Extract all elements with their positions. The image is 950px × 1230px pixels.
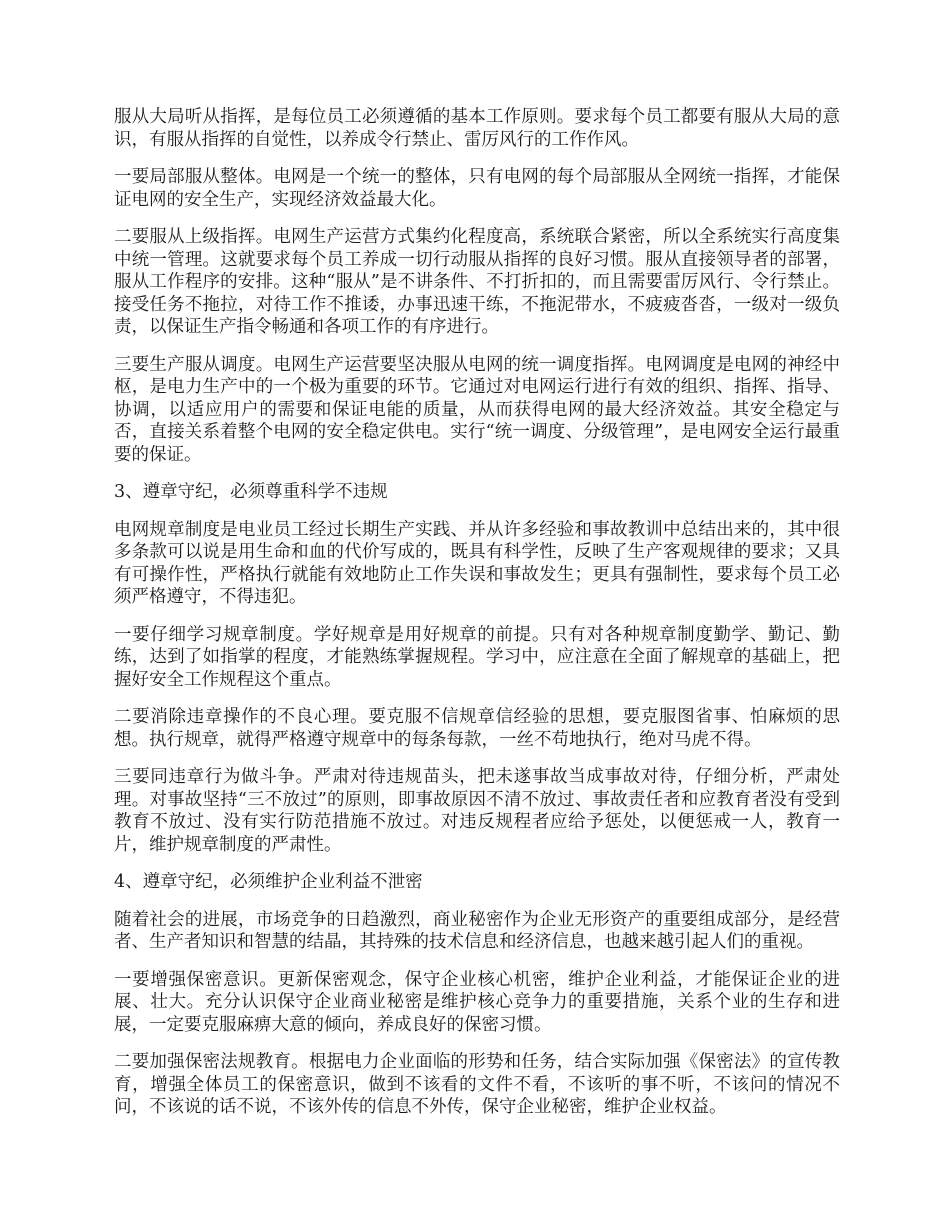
- paragraph: 电网规章制度是电业员工经过长期生产实践、并从许多经验和事故教训中总结出来的，其中很多条款可以说是用生命和血的代价写成的，既具有科学性，反映了生产客观规律的要求；又具有可操作性，严格执行就能有效地防止工作失误和事故发生；更具有强制性，要求每个员工必须严格遵守，不得违犯。: [114, 519, 840, 607]
- section-heading: 3、遵章守纪，必须尊重科学不违规: [114, 482, 388, 502]
- section-heading: 4、遵章守纪，必须维护企业利益不泄密: [114, 872, 423, 892]
- paragraph: 服从大局听从指挥，是每位员工必须遵循的基本工作原则。要求每个员工都要有服从大局的意识，有服从指挥的自觉性，以养成令行禁止、雷厉风行的工作作风。: [114, 107, 840, 150]
- paragraph: 一要仔细学习规章制度。学好规章是用好规章的前提。只有对各种规章制度勤学、勤记、勤练，达到了如指掌的程度，才能熟练掌握规程。学习中，应注意在全面了解规章的基础上，把握好安全工作规程这个重点。: [114, 624, 840, 690]
- paragraph: 随着社会的进展，市场竞争的日趋激烈，商业秘密作为企业无形资产的重要组成部分，是经营者、生产者知识和智慧的结晶，其持殊的技术信息和经济信息，也越来越引起人们的重视。: [114, 909, 840, 952]
- paragraph: 一要增强保密意识。更新保密观念，保守企业核心机密，维护企业利益，才能保证企业的进展、壮大。充分认识保守企业商业秘密是维护核心竞争力的重要措施，关系个业的生存和进展，一定要克服麻痹大意的倾向，养成良好的保密习惯。: [114, 969, 840, 1035]
- document-page: [114, 106, 840, 1134]
- paragraph: 二要消除违章操作的不良心理。要克服不信规章信经验的思想，要克服图省事、怕麻烦的思想。执行规章，就得严格遵守规章中的每条每款，一丝不苟地执行，绝对马虎不得。: [114, 707, 840, 750]
- paragraph: 三要同违章行为做斗争。严肃对待违规苗头，把未遂事故当成事故对待，仔细分析，严肃处理。对事故坚持“三不放过”的原则，即事故原因不清不放过、事故责任者和应教育者没有受到教育不放过、没有实行防范措施不放过。对违反规程者应给予惩处，以便惩戒一人，教育一片，维护规章制度的严肃性。: [114, 767, 840, 855]
- paragraph: 三要生产服从调度。电网生产运营要坚决服从电网的统一调度指挥。电网调度是电网的神经中枢，是电力生产中的一个极为重要的环节。它通过对电网运行进行有效的组织、指挥、指导、协调，以适应用户的需要和保证电能的质量，从而获得电网的最大经济效益。其安全稳定与否，直接关系着整个电网的安全稳定供电。实行“统一调度、分级管理”，是电网安全运行最重要的保证。: [114, 354, 840, 465]
- paragraph: 二要服从上级指挥。电网生产运营方式集约化程度高，系统联合紧密，所以全系统实行高度集中统一管理。这就要求每个员工养成一切行动服从指挥的良好习惯。服从直接领导者的部署，服从工作程序的安排。这种“服从”是不讲条件、不打折扣的，而且需要雷厉风行、令行禁止。接受任务不拖拉，对待工作不推诿，办事迅速干练，不拖泥带水，不疲疲沓沓，一级对一级负责，以保证生产指令畅通和各项工作的有序进行。: [114, 227, 840, 337]
- paragraph: 二要加强保密法规教育。根据电力企业面临的形势和任务，结合实际加强《保密法》的宣传教育，增强全体员工的保密意识，做到不该看的文件不看，不该听的事不听，不该问的情况不问，不该说的话不说，不该外传的信息不外传，保守企业秘密，维护企业权益。: [114, 1052, 840, 1117]
- paragraph: 一要局部服从整体。电网是一个统一的整体，只有电网的每个局部服从全网统一指挥，才能保证电网的安全生产，实现经济效益最大化。: [114, 167, 840, 210]
